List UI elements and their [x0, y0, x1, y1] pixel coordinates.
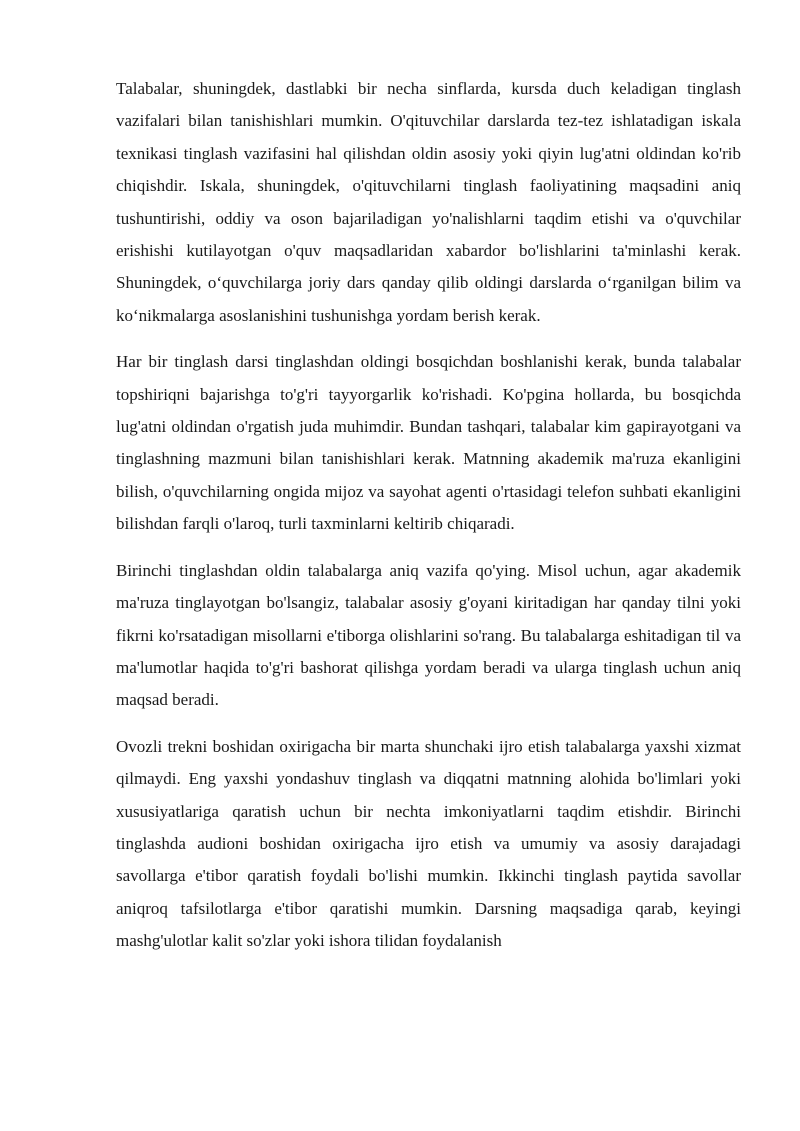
- paragraph-3: Birinchi tinglashdan oldin talabalarga aniq vazifa qo'ying. Misol uchun, agar akademik ma'ruza tinglayotgan bo'lsangiz, talabalar asosiy g'oyani kiritadigan har qanday tilni yoki fikrni ko'rsatadigan misollarni e'tiborga olishlarini so'rang. Bu talabalarga eshitadigan til va ma'lumotlar haqida to'g'ri bashorat qilishga yordam beradi va ularga tinglash uchun aniq maqsad beradi.: [116, 560, 741, 710]
- document-page: [116, 73, 741, 972]
- paragraph-4: Ovozli trekni boshidan oxirigacha bir marta shunchaki ijro etish talabalarga yaxshi xizmat qilmaydi. Eng yaxshi yondashuv tinglash va diqqatni matnning alohida bo'limlari yoki xususiyatlariga qaratish uchun bir nechta imkoniyatlarni taqdim etishdir. Birinchi tinglashda audioni boshidan oxirigacha ijro etish va umumiy va asosiy darajadagi savollarga e'tibor qaratish foydali bo'lishi mumkin. Ikkinchi tinglash paytida savollar aniqroq tafsilotlarga e'tibor qaratishi mumkin. Darsning maqsadiga qarab, keyingi mashg'ulotlar kalit so'zlar yoki ishora tilidan foydalanish: [116, 736, 741, 951]
- paragraph-2: Har bir tinglash darsi tinglashdan oldingi bosqichdan boshlanishi kerak, bunda talabalar topshiriqni bajarishga to'g'ri tayyorgarlik ko'rishadi. Ko'pgina hollarda, bu bosqichda lug'atni oldindan o'rgatish juda muhimdir. Bundan tashqari, talabalar kim gapirayotgani va tinglashning mazmuni bilan tanishishlari kerak. Matnning akademik ma'ruza ekanligini bilish, o'quvchilarning ongida mijoz va sayohat agenti o'rtasidagi telefon suhbati ekanligini bilishdan farqli o'laroq, turli taxminlarni keltirib chiqaradi.: [116, 352, 741, 534]
- paragraph-1: Talabalar, shuningdek, dastlabki bir necha sinflarda, kursda duch keladigan tinglash vazifalari bilan tanishishlari mumkin. O'qituvchilar darslarda tez-tez ishlatadigan iskala texnikasi tinglash vazifasini hal qilishdan oldin asosiy yoki qiyin lug'atni oldindan ko'rib chiqishdir. Iskala, shuningdek, o'qituvchilarni tinglash faoliyatining maqsadini aniq tushuntirishi, oddiy va oson bajariladigan yo'nalishlarni taqdim etishi va o'quvchilar erishishi kutilayotgan o'quv maqsadlaridan xabardor bo'lishlarini ta'minlashi kerak. Shuningdek, o‘quvchilarga joriy dars qanday qilib oldingi darslarda o‘rganilgan bilim va ko‘nikmalarga asoslanishini tushunishga yordam berish kerak.: [116, 79, 741, 325]
